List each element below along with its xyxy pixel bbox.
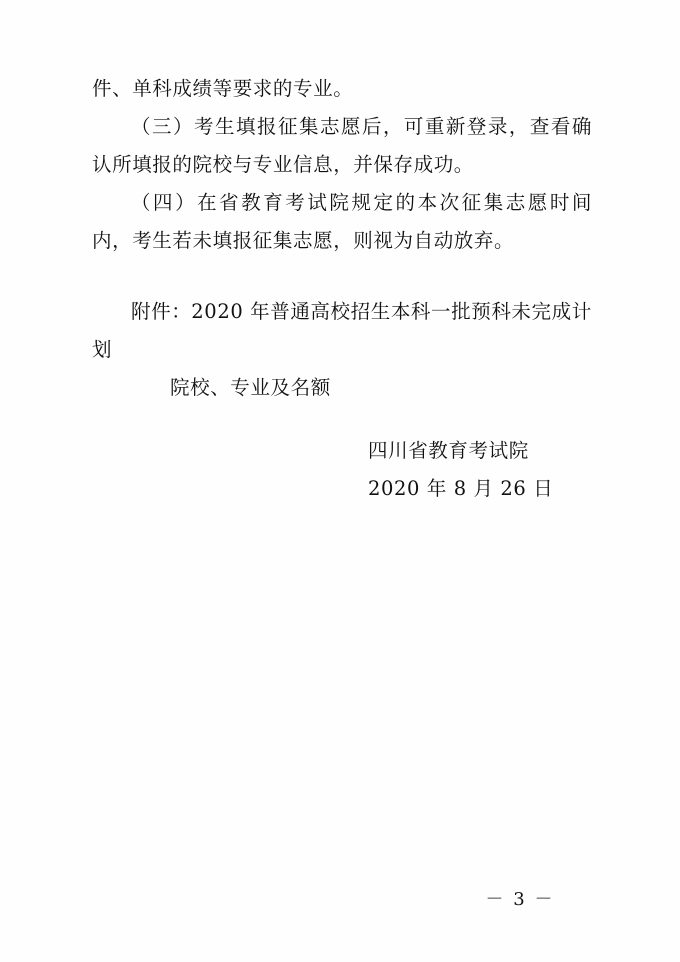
attachment-title-line-2: 院校、专业及名额: [170, 376, 331, 399]
signature-block: [368, 432, 608, 508]
signature-date: 2020 年 8 月 26 日: [368, 477, 554, 500]
page-number: － 3 －: [485, 889, 555, 910]
paragraph-continuation: 件、单科成绩等要求的专业。: [92, 77, 354, 100]
paragraph-item-three: （三）考生填报征集志愿后，可重新登录，查看确认所填报的院校与专业信息，并保存成功。: [92, 115, 592, 176]
attachment-block: [92, 293, 592, 407]
body-text-block: [92, 70, 592, 260]
attachment-title-line-1: 附件：2020 年普通高校招生本科一批预科未完成计划: [92, 300, 592, 361]
signature-organization: 四川省教育考试院: [368, 439, 529, 462]
paragraph-item-four: （四）在省教育考试院规定的本次征集志愿时间内，考生若未填报征集志愿，则视为自动放弃。: [92, 191, 592, 252]
